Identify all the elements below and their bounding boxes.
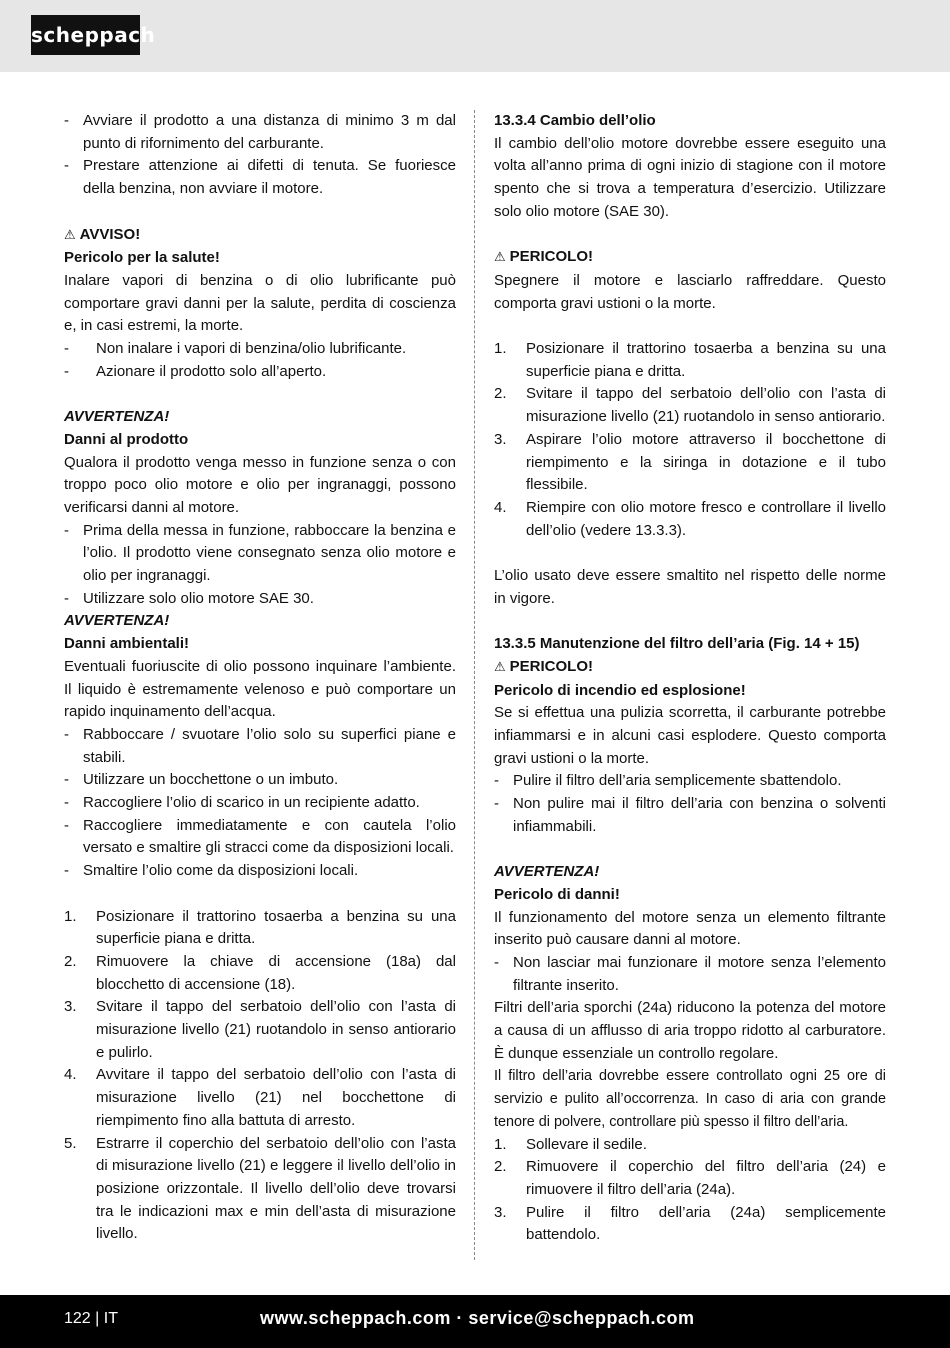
list-item: - Avviare il prodotto a una distanza di minimo 3 m dal punto di rifornimento del carburante.: [64, 112, 456, 152]
filter-check-text: Il filtro dell’aria dovrebbe essere controllato ogni 25 ore di servizio e pulito all’occorrenza. In caso di aria con grande tenore di polvere, controllare più spesso il filtro dell’aria.: [494, 1068, 886, 1130]
caution-label: AVVERTENZA!: [494, 863, 600, 881]
fire-hazard-text: Se si effettua una pulizia scorretta, il carburante potrebbe infiammarsi e in alcuni casi esplodere. Questo comporta gravi ustioni o la morte.: [494, 704, 886, 767]
warning-triangle-icon: ⚠: [64, 227, 76, 243]
list-item: - Non lasciar mai funzionare il motore senza l’elemento filtrante inserito.: [494, 953, 886, 994]
dirty-filter-text: Filtri dell’aria sporchi (24a) riducono la potenza del motore a causa di un afflusso di aria troppo ridotto al carburatore. È dunque essenziale un controllo regolare.: [494, 999, 886, 1062]
health-title: Pericolo per la salute!: [64, 249, 220, 267]
step-item: 4. Avvitare il tappo del serbatoio dell’olio con l’asta di misurazione livello (21) nel bocchettone di riempimento fino alla battuta di arresto.: [64, 1066, 456, 1129]
product-damage-text: Qualora il prodotto venga messo in funzione senza o con troppo poco olio motore e olio per ingranaggi, possono verificarsi danni al motore.: [64, 453, 456, 516]
step-item: 1. Sollevare il sedile.: [494, 1135, 647, 1153]
list-item: - Pulire il filtro dell’aria semplicemente sbattendolo.: [494, 772, 842, 790]
step-item: 3. Svitare il tappo del serbatoio dell’olio con l’asta di misurazione livello (21) ruotandolo in senso antiorario e pulirlo.: [64, 998, 456, 1061]
list-item: - Utilizzare un bocchettone o un imbuto.: [64, 771, 339, 789]
step-item: 3. Aspirare l’olio motore attraverso il bocchettone di riempimento e la siringa in dotazione e il tubo flessibile.: [494, 430, 886, 494]
warning-triangle-icon: ⚠: [494, 659, 506, 675]
product-damage-title: Danni al prodotto: [64, 430, 189, 448]
warning-triangle-icon: ⚠: [494, 250, 506, 266]
oil-change-heading: 13.3.4 Cambio dell’olio: [494, 112, 656, 129]
list-item: - Prima della messa in funzione, rabboccare la benzina e l’olio. Il prodotto viene consegnato senza olio motore e olio per ingranaggi.: [64, 521, 456, 585]
caution-label: AVVERTENZA!: [64, 408, 170, 426]
step-item: 2. Svitare il tappo del serbatoio dell’olio con l’asta di misurazione livello (21) ruotandolo in senso antiorario.: [494, 385, 886, 426]
step-item: 1. Posizionare il trattorino tosaerba a benzina su una superficie piana e dritta.: [64, 907, 456, 948]
list-item: - Raccogliere l’olio di scarico in un recipiente adatto.: [64, 794, 420, 812]
notice-label: ⚠ AVVISO!: [64, 225, 141, 243]
damage-risk-text: Il funzionamento del motore senza un elemento filtrante inserito può causare danni al motore.: [494, 908, 886, 949]
air-filter-heading: 13.3.5 Manutenzione del filtro dell’aria (Fig. 14 + 15): [494, 635, 860, 653]
danger-text: Spegnere il motore e lasciarlo raffreddare. Questo comporta gravi ustioni o la morte.: [494, 271, 886, 312]
environment-damage-text: Eventuali fuoriuscite di olio possono inquinare l’ambiente. Il liquido è estremamente velenoso e può comportare un rapido inquinamento dell’acqua.: [64, 657, 456, 721]
disposal-text: L’olio usato deve essere smaltito nel rispetto delle norme in vigore.: [494, 567, 886, 607]
step-item: 5. Estrarre il coperchio del serbatoio dell’olio con l’asta di misurazione livello (21) e leggere il livello dell’olio in posizione orizzontale. Il livello dell’olio deve trovarsi tra le indicazioni max e min dell’asta di misurazione livello.: [64, 1134, 456, 1243]
right-column: [494, 110, 886, 1247]
danger-label: ⚠ PERICOLO!: [494, 248, 593, 266]
footer-website: www.scheppach.com · service@scheppach.com: [260, 1308, 695, 1328]
list-item: - Azionare il prodotto solo all’aperto.: [64, 362, 327, 380]
list-item: - Rabboccare / svuotare l’olio solo su superfici piane e stabili.: [64, 725, 456, 766]
fire-hazard-title: Pericolo di incendio ed esplosione!: [494, 681, 746, 699]
left-column: [64, 110, 456, 1246]
caution-label: AVVERTENZA!: [64, 612, 170, 630]
step-item: 3. Pulire il filtro dell’aria (24a) semplicemente battendolo.: [494, 1203, 886, 1244]
page-footer: [0, 1295, 950, 1348]
brand-logo: scheppach: [31, 15, 140, 55]
step-item: 4. Riempire con olio motore fresco e controllare il livello dell’olio (vedere 13.3.3).: [494, 498, 886, 539]
list-item: - Non inalare i vapori di benzina/olio lubrificante.: [64, 340, 407, 358]
step-item: 1. Posizionare il trattorino tosaerba a benzina su una superficie piana e dritta.: [494, 340, 886, 380]
list-item: - Smaltire l’olio come da disposizioni locali.: [64, 862, 359, 880]
step-item: 2. Rimuovere il coperchio del filtro dell’aria (24) e rimuovere il filtro dell’aria (24a).: [494, 1158, 886, 1198]
list-item: - Prestare attenzione ai difetti di tenuta. Se fuoriesce della benzina, non avviare il motore.: [64, 157, 456, 198]
page-number: 122 | IT: [64, 1310, 118, 1327]
environment-damage-title: Danni ambientali!: [64, 635, 190, 653]
list-item: - Utilizzare solo olio motore SAE 30.: [64, 589, 314, 607]
step-item: 2. Rimuovere la chiave di accensione (18a) dal blocchetto di accensione (18).: [64, 952, 456, 993]
danger-label: ⚠ PERICOLO!: [494, 657, 593, 675]
oil-change-text: Il cambio dell’olio motore dovrebbe essere eseguito una volta all’anno prima di ogni inizio di stagione con il motore spento che si trova a temperatura d’esercizio. Utilizzare solo olio motore (SAE 30).: [494, 134, 886, 220]
health-text: Inalare vapori di benzina o di olio lubrificante può comportare gravi danni per la salute, perdita di coscienza e, in casi estremi, la morte.: [64, 271, 456, 335]
page-header: [0, 0, 950, 72]
damage-risk-title: Pericolo di danni!: [494, 885, 620, 903]
list-item: - Non pulire mai il filtro dell’aria con benzina o solventi infiammabili.: [494, 795, 886, 835]
column-divider: [474, 110, 475, 1260]
list-item: - Raccogliere immediatamente e con cautela l’olio versato e smaltire gli stracci come da disposizioni locali.: [64, 816, 456, 857]
